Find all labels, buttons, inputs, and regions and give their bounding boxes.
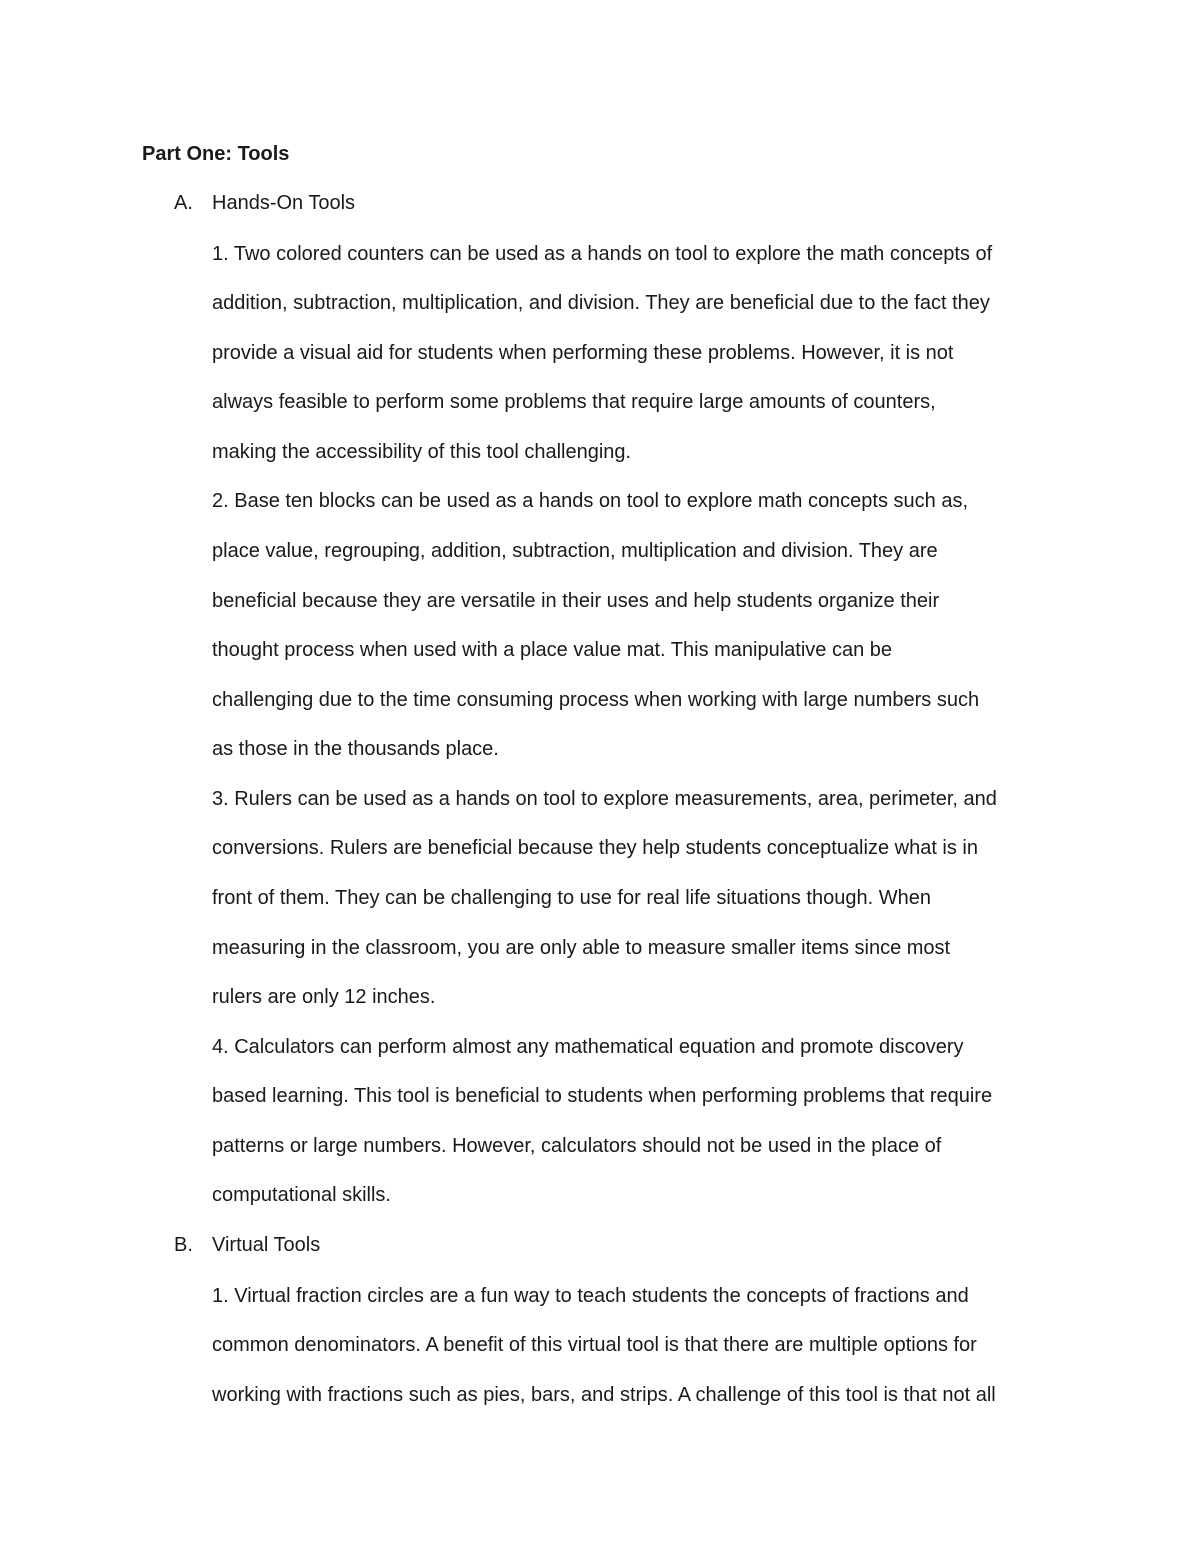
paragraph-line: computational skills.: [212, 1184, 391, 1206]
paragraph-line: always feasible to perform some problems that require large amounts of counters,: [212, 391, 936, 413]
paragraph-line: common denominators. A benefit of this virtual tool is that there are multiple options for: [212, 1334, 977, 1356]
paragraph-line: working with fractions such as pies, bars, and strips. A challenge of this tool is that not all: [212, 1384, 996, 1406]
paragraph-line: making the accessibility of this tool challenging.: [212, 441, 632, 463]
paragraph-line: conversions. Rulers are beneficial because they help students conceptualize what is in: [212, 837, 978, 859]
paragraph-line: place value, regrouping, addition, subtraction, multiplication and division. They are: [212, 540, 938, 562]
paragraph-line: patterns or large numbers. However, calculators should not be used in the place of: [212, 1135, 942, 1157]
document-heading: Part One: Tools: [142, 143, 290, 165]
paragraph-line: 1. Virtual fraction circles are a fun way to teach students the concepts of fractions and: [212, 1285, 969, 1307]
paragraph-line: as those in the thousands place.: [212, 738, 499, 760]
paragraph-line: based learning. This tool is beneficial to students when performing problems that require: [212, 1085, 993, 1107]
paragraph-line: rulers are only 12 inches.: [212, 986, 436, 1008]
paragraph-line: provide a visual aid for students when performing these problems. However, it is not: [212, 342, 954, 364]
paragraph-line: beneficial because they are versatile in their uses and help students organize their: [212, 590, 940, 612]
paragraph-line: 3. Rulers can be used as a hands on tool to explore measurements, area, perimeter, and: [212, 788, 997, 810]
paragraph-line: 2. Base ten blocks can be used as a hands on tool to explore math concepts such as,: [212, 490, 969, 512]
paragraph-line: 1. Two colored counters can be used as a hands on tool to explore the math concepts of: [212, 243, 993, 265]
paragraph-line: measuring in the classroom, you are only able to measure smaller items since most: [212, 937, 951, 959]
section-a-title: Hands-On Tools: [212, 192, 356, 214]
paragraph-line: 4. Calculators can perform almost any mathematical equation and promote discovery: [212, 1036, 964, 1058]
paragraph-line: addition, subtraction, multiplication, and division. They are beneficial due to the fact they: [212, 292, 990, 314]
section-b-title: Virtual Tools: [212, 1234, 321, 1256]
paragraph-line: thought process when used with a place value mat. This manipulative can be: [212, 639, 893, 661]
section-a-letter: A.: [174, 192, 193, 214]
paragraph-line: front of them. They can be challenging to use for real life situations though. When: [212, 887, 931, 909]
section-b-letter: B.: [174, 1234, 193, 1256]
paragraph-line: challenging due to the time consuming process when working with large numbers such: [212, 689, 980, 711]
